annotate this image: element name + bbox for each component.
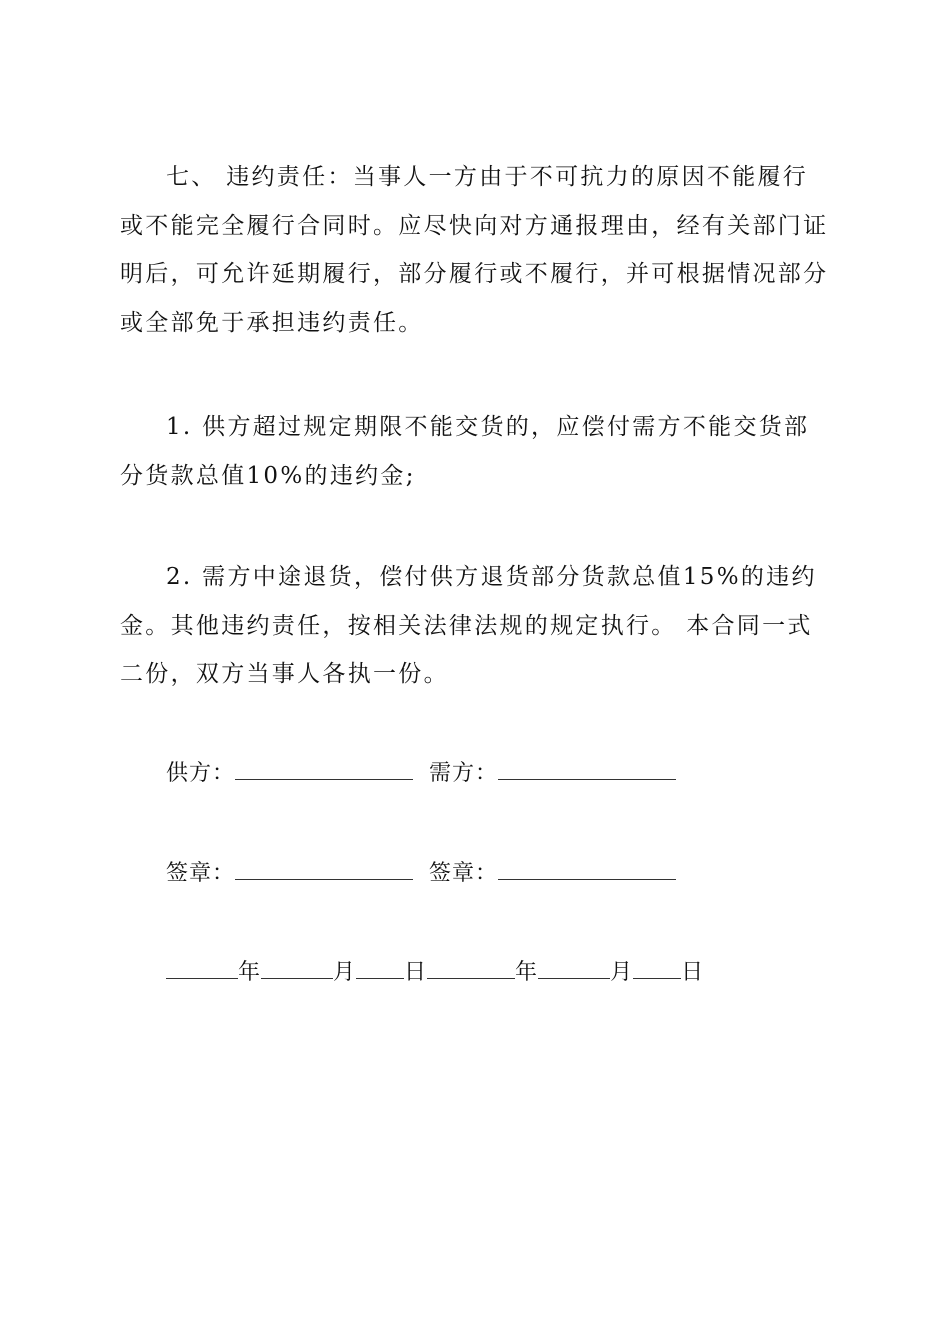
buyer-seal-label: 签章： <box>429 861 499 886</box>
clause-item-1-late-delivery: 1. 供方超过规定期限不能交货的，应偿付需方不能交货部分货款总值10%的违约金; <box>120 414 810 489</box>
supplier-seal-blank-line <box>235 859 413 880</box>
month-label-1: 月 <box>333 960 357 985</box>
buyer-seal-blank-line <box>498 859 676 880</box>
buyer-label: 需方： <box>429 761 499 786</box>
month-blank-2 <box>538 958 610 979</box>
year-label-2: 年 <box>515 960 539 985</box>
supplier-seal-label: 签章： <box>166 861 236 886</box>
clause-item-2-return-goods: 2. 需方中途退货，偿付供方退货部分货款总值15%的违约金。其他违约责任，按相关法律法规的规定执行。 本合同一式二份，双方当事人各执一份。 <box>120 564 817 688</box>
month-blank-1 <box>261 958 333 979</box>
day-label-1: 日 <box>404 960 428 985</box>
date-row <box>166 958 704 988</box>
seal-signature-row <box>166 859 676 889</box>
clause-7-breach-liability: 七、 违约责任：当事人一方由于不可抗力的原因不能履行或不能完全履行合同时。应尽快向对方通报理由，经有关部门证明后，可允许延期履行，部分履行或不履行，并可根据情况部分或全部免于承担违约责任。 <box>120 164 829 337</box>
day-blank-1 <box>356 958 404 979</box>
year-blank-1 <box>166 958 238 979</box>
month-label-2: 月 <box>610 960 634 985</box>
day-blank-2 <box>633 958 681 979</box>
supplier-blank-line <box>235 759 413 780</box>
party-signature-row <box>166 759 676 789</box>
day-label-2: 日 <box>681 960 705 985</box>
buyer-blank-line <box>498 759 676 780</box>
supplier-label: 供方： <box>166 761 236 786</box>
year-blank-2 <box>427 958 515 979</box>
year-label-1: 年 <box>238 960 262 985</box>
